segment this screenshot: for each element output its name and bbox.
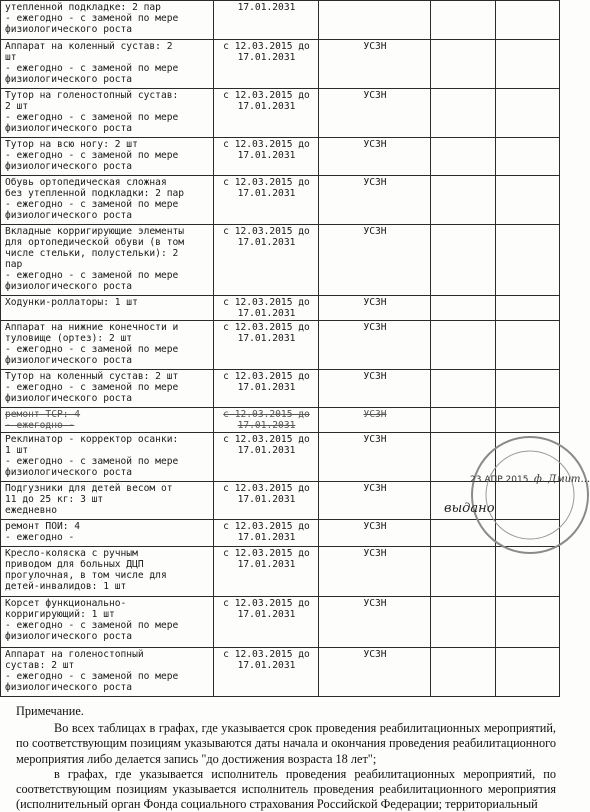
item-cell: утепленной подкладке: 2 пар - ежегодно - с заменой по мере физиологического роста (1, 1, 214, 40)
executor-cell: УСЗН (319, 138, 431, 176)
period-cell: с 12.03.2015 до 17.01.2031 (214, 40, 319, 89)
empty-cell (496, 321, 560, 370)
period-cell: с 12.03.2015 до 17.01.2031 (214, 176, 319, 225)
executor-cell: УСЗН (319, 408, 431, 433)
notes-section (16, 704, 556, 812)
empty-cell (431, 597, 496, 648)
table-row (1, 408, 560, 433)
period-cell: с 12.03.2015 до 17.01.2031 (214, 648, 319, 697)
empty-cell (431, 138, 496, 176)
table-row (1, 89, 560, 138)
table-row (1, 225, 560, 296)
table-row (1, 370, 560, 408)
item-cell: Аппарат на коленный сустав: 2 шт - ежегодно - с заменой по мере физиологического роста (1, 40, 214, 89)
table-row (1, 547, 560, 597)
item-cell: Аппарат на нижние конечности и туловище (ортез): 2 шт - ежегодно - с заменой по мере физиологического роста (1, 321, 214, 370)
item-cell: Аппарат на голеностопный сустав: 2 шт - ежегодно - с заменой по мере физиологического роста (1, 648, 214, 697)
notes-paragraph-1: Во всех таблицах в графах, где указывается срок проведения реабилитационных мероприятий, по соответствующим позициям указываются даты начала и окончания проведения реабилитационного мероприятия либо делается запись "до достижения возраста 18 лет"; (16, 721, 556, 766)
empty-cell (496, 408, 560, 433)
table-row (1, 1, 560, 40)
empty-cell (431, 370, 496, 408)
empty-cell (496, 520, 560, 547)
empty-cell (431, 520, 496, 547)
empty-cell (431, 89, 496, 138)
item-cell: Тутор на коленный сустав: 2 шт - ежегодно - с заменой по мере физиологического роста (1, 370, 214, 408)
executor-cell (319, 1, 431, 40)
executor-cell: УСЗН (319, 321, 431, 370)
empty-cell (496, 648, 560, 697)
period-cell: с 12.03.2015 до 17.01.2031 (214, 433, 319, 482)
executor-cell: УСЗН (319, 225, 431, 296)
empty-cell (496, 176, 560, 225)
item-cell: Ходунки-роллаторы: 1 шт (1, 296, 214, 321)
executor-cell: УСЗН (319, 520, 431, 547)
executor-cell: УСЗН (319, 370, 431, 408)
empty-cell (496, 89, 560, 138)
table-row (1, 176, 560, 225)
item-cell: ремонт ПОИ: 4 - ежегодно - (1, 520, 214, 547)
item-cell: Обувь ортопедическая сложная без утепленной подкладки: 2 пар - ежегодно - с заменой по мере физиологического роста (1, 176, 214, 225)
table-row (1, 138, 560, 176)
empty-cell (431, 321, 496, 370)
period-cell: с 12.03.2015 до 17.01.2031 (214, 520, 319, 547)
empty-cell (496, 597, 560, 648)
empty-cell (496, 138, 560, 176)
item-cell: Тутор на голеностопный сустав: 2 шт - ежегодно - с заменой по мере физиологического роста (1, 89, 214, 138)
empty-cell (431, 648, 496, 697)
empty-cell (431, 408, 496, 433)
empty-cell (496, 1, 560, 40)
item-cell: Корсет функционально- корригирующий: 1 шт - ежегодно - с заменой по мере физиологического роста (1, 597, 214, 648)
stamp-signature: ф. Дмит... (534, 474, 590, 485)
empty-cell (431, 1, 496, 40)
executor-cell: УСЗН (319, 176, 431, 225)
empty-cell (431, 547, 496, 597)
empty-cell (431, 225, 496, 296)
executor-cell: УСЗН (319, 597, 431, 648)
executor-cell: УСЗН (319, 296, 431, 321)
notes-paragraph-2: в графах, где указывается исполнитель проведения реабилитационных мероприятий, по соответствующим позициям указывается исполнитель проведения реабилитационного мероприятия (исполнительный орган Фонда социального страхования Российской Федерации; территориальный (16, 766, 556, 812)
item-cell: Реклинатор - корректор осанки: 1 шт - ежегодно - с заменой по мере физиологического роста (1, 433, 214, 482)
period-cell: с 12.03.2015 до 17.01.2031 (214, 597, 319, 648)
item-cell: Кресло-коляска с ручным приводом для больных ДЦП прогулочная, в том числе для детей-инвалидов: 1 шт (1, 547, 214, 597)
empty-cell (431, 176, 496, 225)
item-cell: ремонт ТСР: 4 - ежегодно - (1, 408, 214, 433)
table-row (1, 433, 560, 482)
table-row (1, 296, 560, 321)
period-cell: 17.01.2031 (214, 1, 319, 40)
table-row (1, 597, 560, 648)
period-cell: с 12.03.2015 до 17.01.2031 (214, 547, 319, 597)
notes-title: Примечание. (16, 704, 84, 718)
empty-cell (496, 296, 560, 321)
period-cell: с 12.03.2015 до 17.01.2031 (214, 225, 319, 296)
empty-cell (431, 40, 496, 89)
item-cell: Тутор на всю ногу: 2 шт - ежегодно - с заменой по мере физиологического роста (1, 138, 214, 176)
executor-cell: УСЗН (319, 89, 431, 138)
table-row (1, 482, 560, 520)
empty-cell (431, 296, 496, 321)
table-row (1, 520, 560, 547)
empty-cell (496, 433, 560, 482)
item-cell: Вкладные корригирующие элементы для ортопедической обуви (в том числе стельки, полустельки): 2 пар - ежегодно - с заменой по мере физиологического роста (1, 225, 214, 296)
executor-cell: УСЗН (319, 433, 431, 482)
empty-cell (431, 433, 496, 482)
table-body (1, 1, 560, 697)
period-cell: с 12.03.2015 до 17.01.2031 (214, 138, 319, 176)
executor-cell: УСЗН (319, 482, 431, 520)
executor-cell: УСЗН (319, 40, 431, 89)
period-cell: с 12.03.2015 до 17.01.2031 (214, 408, 319, 433)
table-row (1, 648, 560, 697)
period-cell: с 12.03.2015 до 17.01.2031 (214, 321, 319, 370)
executor-cell: УСЗН (319, 547, 431, 597)
period-cell: с 12.03.2015 до 17.01.2031 (214, 482, 319, 520)
empty-cell (496, 225, 560, 296)
stamp-handwriting: выдано (444, 501, 495, 516)
empty-cell (496, 40, 560, 89)
period-cell: с 12.03.2015 до 17.01.2031 (214, 89, 319, 138)
item-cell: Подгузники для детей весом от 11 до 25 кг: 3 шт ежедневно (1, 482, 214, 520)
executor-cell: УСЗН (319, 648, 431, 697)
empty-cell (431, 482, 496, 520)
empty-cell (496, 370, 560, 408)
table-row (1, 40, 560, 89)
empty-cell (496, 547, 560, 597)
empty-cell (496, 482, 560, 520)
table-row (1, 321, 560, 370)
stamp-date: 23 АПР 2015 (470, 475, 529, 485)
period-cell: с 12.03.2015 до 17.01.2031 (214, 370, 319, 408)
period-cell: с 12.03.2015 до 17.01.2031 (214, 296, 319, 321)
